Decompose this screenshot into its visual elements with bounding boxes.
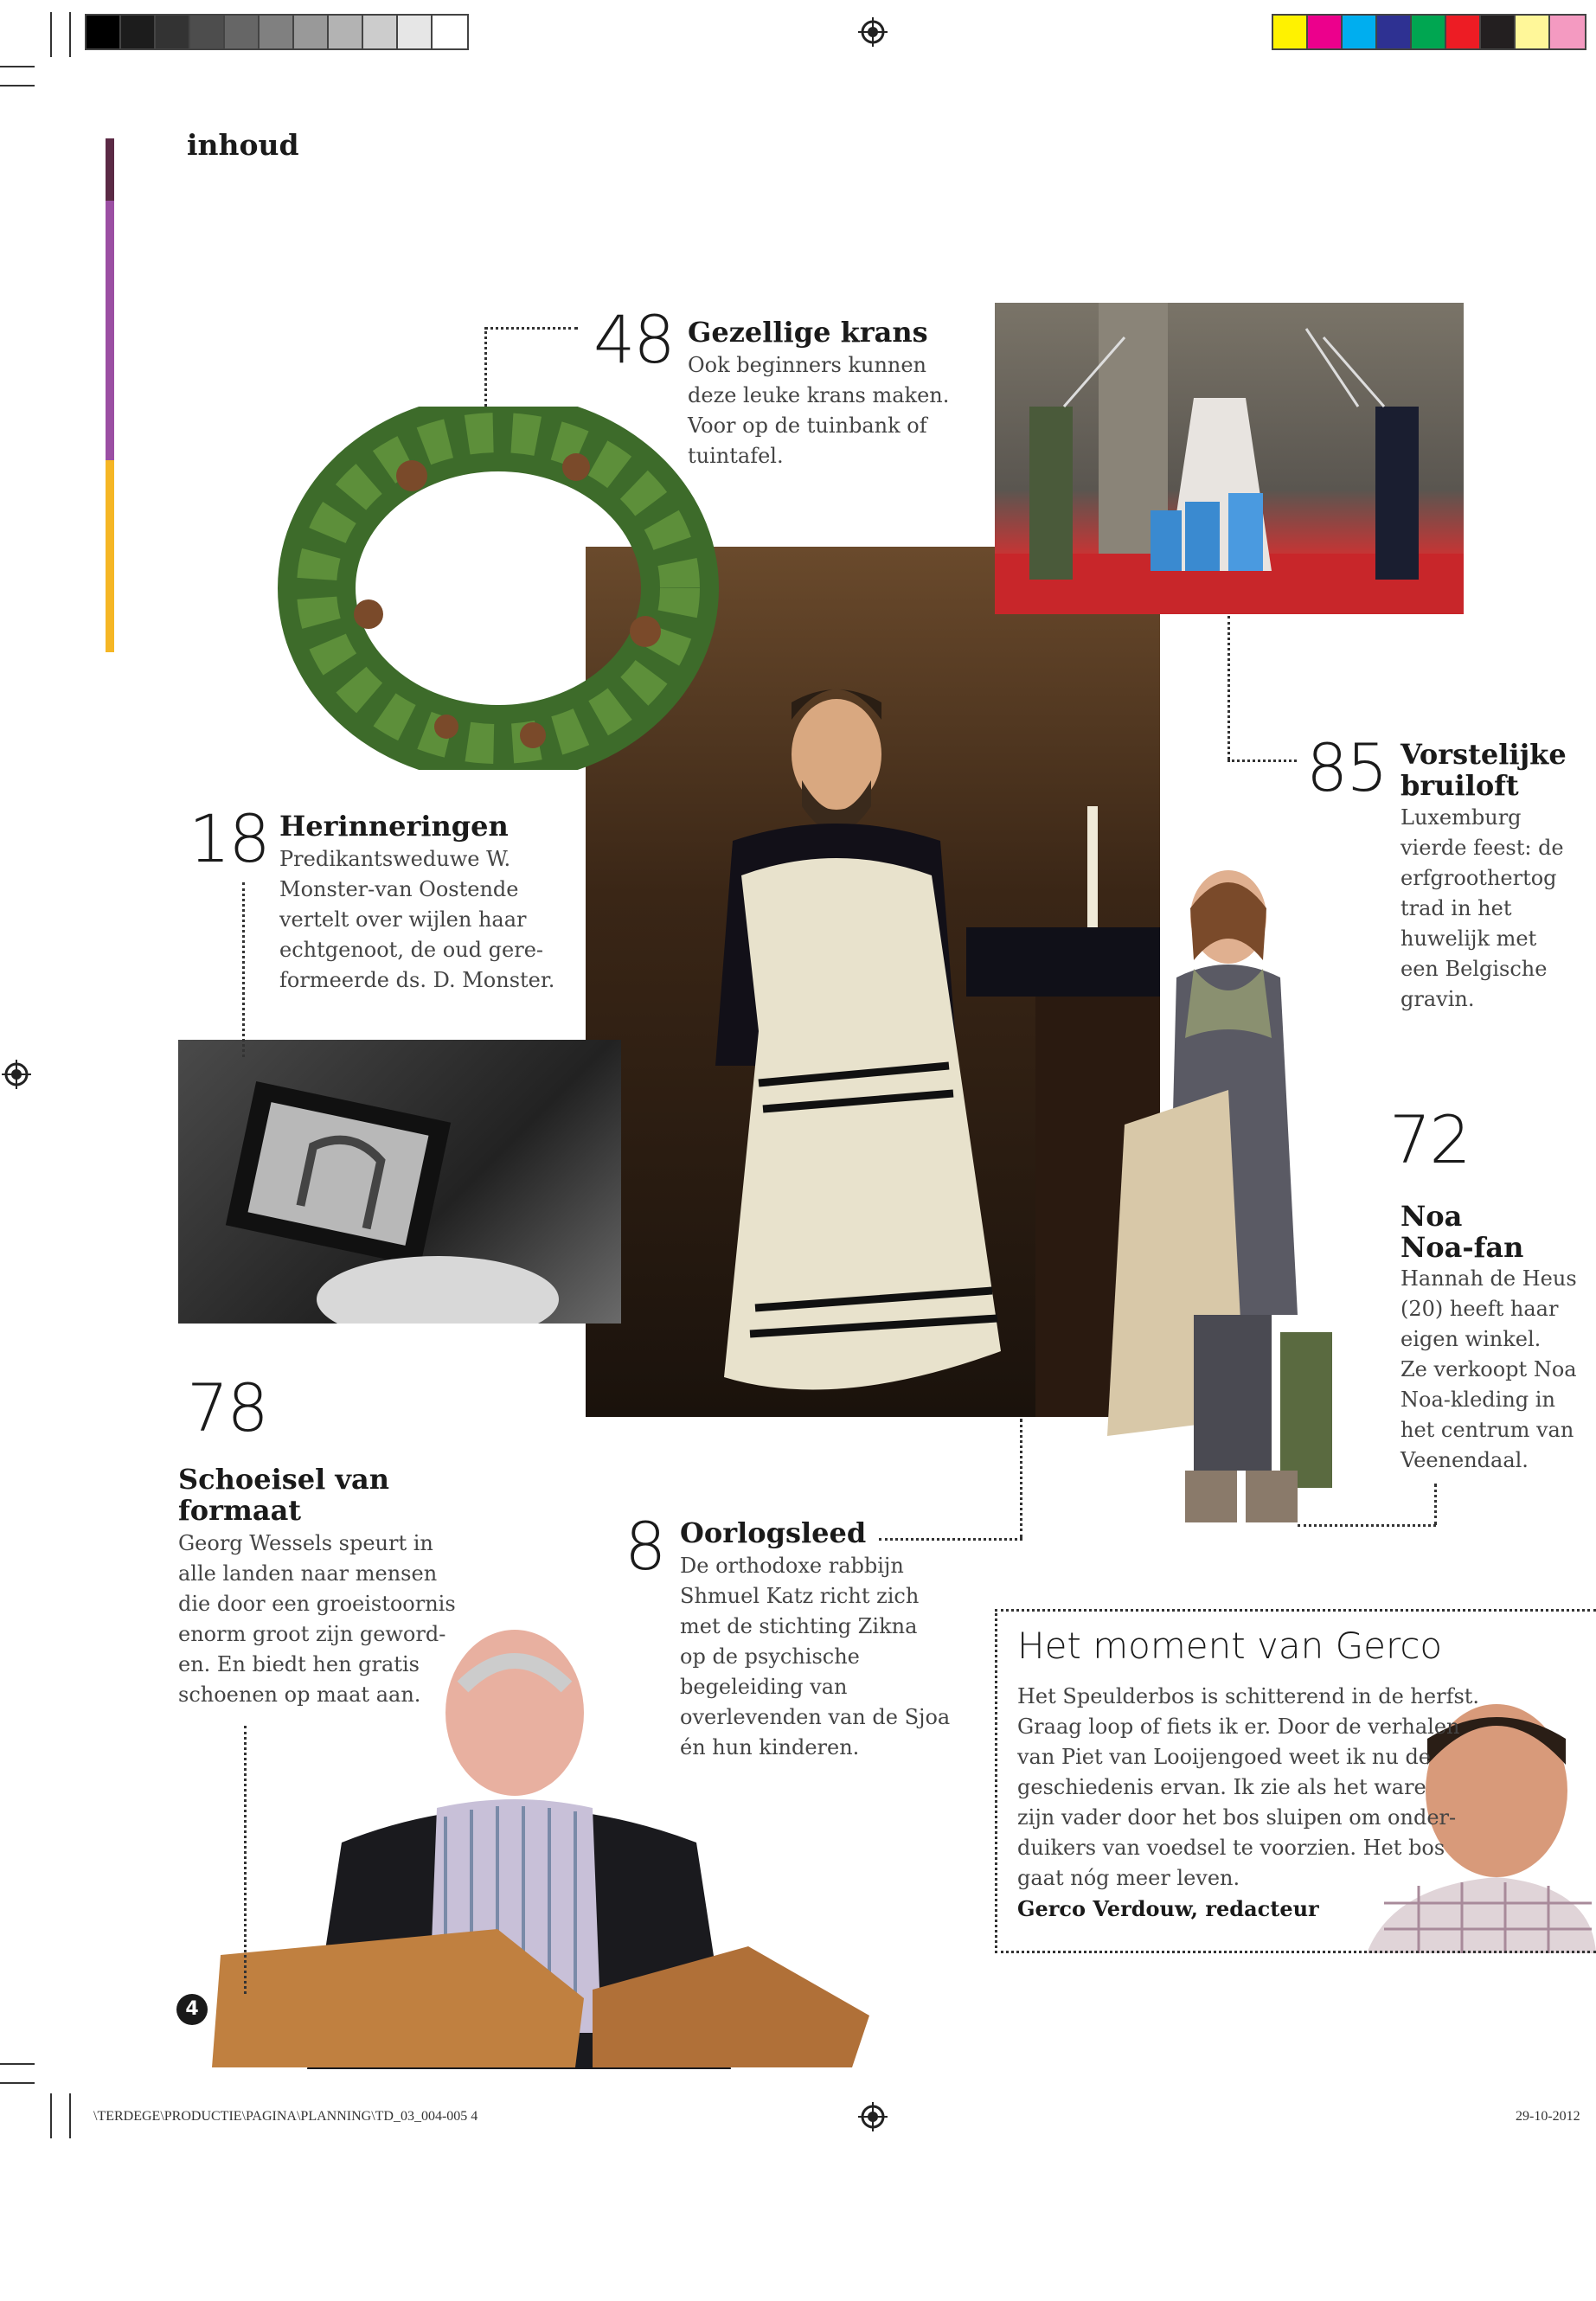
registration-mark-icon <box>858 17 888 47</box>
article-number: 72 <box>1389 1101 1470 1178</box>
gerco-title: Het moment van Gerco <box>1017 1625 1443 1667</box>
connector-line <box>1020 1419 1022 1538</box>
section-bar-dark <box>106 138 114 201</box>
article-number: 8 <box>625 1508 665 1585</box>
crop-mark <box>69 12 71 57</box>
connector-line <box>1227 760 1297 762</box>
gray-swatch-strip <box>85 14 469 50</box>
royal-wedding-photo <box>995 303 1464 614</box>
crop-mark <box>0 2082 35 2084</box>
connector-line <box>244 1726 247 1994</box>
footer-date: 29-10-2012 <box>1516 2109 1580 2124</box>
connector-line <box>879 1538 1022 1541</box>
article-title: Gezellige krans <box>688 316 928 349</box>
section-title: inhoud <box>187 128 299 162</box>
crop-mark <box>0 85 35 87</box>
connector-line <box>484 327 578 330</box>
connector-line <box>1227 616 1230 760</box>
connector-line <box>1298 1524 1436 1527</box>
article-number: 85 <box>1306 729 1387 806</box>
registration-mark-icon <box>2 1060 31 1089</box>
footer-path: \TERDEGE\PRODUCTIE\PAGINA\PLANNING\TD_03_004-005 4 <box>93 2109 478 2124</box>
crop-mark <box>50 12 52 57</box>
article-number: 48 <box>593 301 674 378</box>
gerco-signature: Gerco Verdouw, redacteur <box>1017 1896 1319 1921</box>
article-text: De orthodoxe rabbijn Shmuel Katz richt zich met de stichting Zikna op de psychische begeleiding van overlevenden van de Sjoa én hun kinderen. <box>680 1554 951 1759</box>
gerco-text: Het Speulderbos is schitterend in de herfst. Graag loop of fiets ik er. Door de verhalen van Piet van Looijengoed weet ik nu de geschiedenis ervan. Ik zie als het ware zijn vader door het bos sluipen om onder- duikers van voedsel te voorzien. Het bos gaat nóg meer leven. Gerco Verdouw, redacteur <box>1017 1682 1502 1924</box>
wreath-photo <box>273 407 723 770</box>
article-text: Predikantsweduwe W. Monster-van Oostende vertelt over wijlen haar echtgenoot, de oud gere- formeerde ds. D. Monster. <box>279 847 555 992</box>
article-text: Luxemburg vierde feest: de erfgroothertog trad in het huwelijk met een Belgische gravin. <box>1401 805 1564 1011</box>
article-title: Oorlogsleed <box>680 1516 867 1549</box>
crop-mark <box>69 2093 71 2138</box>
old-photo-in-hands <box>178 1040 621 1324</box>
noa-fan-photo <box>1099 865 1349 1548</box>
crop-mark <box>0 66 35 67</box>
color-swatch-strip <box>1272 14 1586 50</box>
article-text: Ook beginners kunnen deze leuke krans maken. Voor op de tuinbank of tuintafel. <box>688 353 950 468</box>
connector-line <box>242 882 245 1057</box>
crop-mark <box>0 2063 35 2065</box>
article-title: Schoeisel van formaat <box>178 1463 389 1527</box>
article-text: Georg Wessels speurt in alle landen naar mensen die door een groeistoornis enorm groot zijn geword- en. En biedt hen gratis schoenen op maat aan. <box>178 1531 456 1707</box>
connector-line <box>484 327 487 407</box>
article-title: Noa Noa-fan <box>1401 1200 1524 1264</box>
section-bar-yellow <box>106 460 114 652</box>
article-number: 18 <box>189 800 269 877</box>
article-number: 78 <box>187 1369 267 1446</box>
crop-mark <box>50 2093 52 2138</box>
registration-mark-icon <box>858 2102 888 2131</box>
connector-line <box>1434 1484 1437 1525</box>
section-bar-purple <box>106 201 114 460</box>
page-number: 4 <box>176 1994 208 2025</box>
article-title: Herinneringen <box>279 810 509 843</box>
article-title: Vorstelijke bruiloft <box>1401 738 1567 802</box>
article-text: Hannah de Heus (20) heeft haar eigen winkel. Ze verkoopt Noa Noa-kleding in het centrum van Veenendaal. <box>1401 1266 1577 1472</box>
